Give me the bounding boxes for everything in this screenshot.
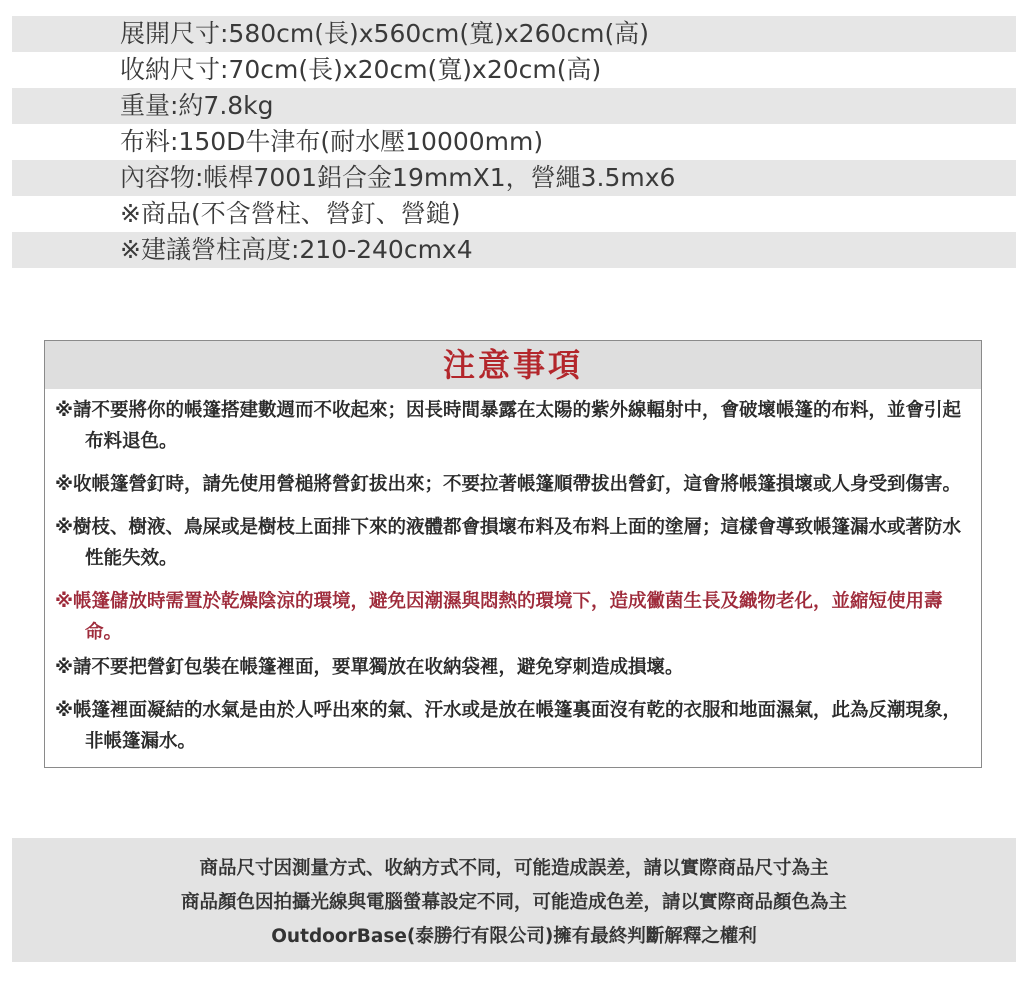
spec-unfolded-size: 展開尺寸:580cm(長)x560cm(寬)x260cm(高) bbox=[12, 16, 1016, 52]
disclaimer-box bbox=[12, 838, 1016, 962]
notice-box bbox=[44, 340, 982, 768]
spec-pole-height: ※建議營柱高度:210-240cmx4 bbox=[12, 232, 1016, 268]
spec-packed-size: 收納尺寸:70cm(長)x20cm(寬)x20cm(高) bbox=[120, 55, 602, 84]
notice-item: ※帳篷裡面凝結的水氣是由於人呼出來的氣、汗水或是放在帳篷裏面沒有乾的衣服和地面濕氣，此為反潮現象， 非帳篷漏水。 bbox=[55, 700, 961, 752]
notice-list bbox=[45, 389, 981, 757]
spec-exclusions: ※商品(不含營柱、營釘、營鎚) bbox=[120, 199, 461, 228]
spec-list bbox=[12, 16, 1016, 268]
notice-item: ※請不要把營釘包裝在帳篷裡面，要單獨放在收納袋裡，避免穿刺造成損壞。 bbox=[55, 657, 684, 678]
notice-item: ※樹枝、樹液、鳥屎或是樹枝上面排下來的液體都會損壞布料及布料上面的塗層；這樣會導致帳篷漏水或著防水性能失效。 bbox=[55, 517, 961, 569]
notice-item: ※收帳篷營釘時，請先使用營槌將營釘拔出來；不要拉著帳篷順帶拔出營釘，這會將帳篷損壞或人身受到傷害。 bbox=[55, 474, 961, 495]
spec-weight: 重量:約7.8kg bbox=[12, 88, 1016, 124]
disclaimer-size: 商品尺寸因測量方式、收納方式不同，可能造成誤差，請以實際商品尺寸為主 bbox=[199, 858, 829, 879]
spec-contents: 內容物:帳桿7001鋁合金19mmX1，營繩3.5mx6 bbox=[12, 160, 1016, 196]
notice-item-highlight: ※帳篷儲放時需置於乾燥陰涼的環境，避免因潮濕與悶熱的環境下，造成黴菌生長及織物老化，並縮短使用壽命。 bbox=[55, 591, 943, 643]
spec-fabric: 布料:150D牛津布(耐水壓10000mm) bbox=[120, 127, 544, 156]
disclaimer-rights: OutdoorBase(泰勝行有限公司)擁有最終判斷解釋之權利 bbox=[271, 926, 757, 947]
disclaimer-color: 商品顏色因拍攝光線與電腦螢幕設定不同，可能造成色差，請以實際商品顏色為主 bbox=[180, 892, 847, 913]
notice-title: 注意事項 bbox=[45, 341, 981, 389]
notice-item: ※請不要將你的帳篷搭建數週而不收起來；因長時間暴露在太陽的紫外線輻射中，會破壞帳篷的布料，並會引起布料退色。 bbox=[55, 400, 961, 452]
